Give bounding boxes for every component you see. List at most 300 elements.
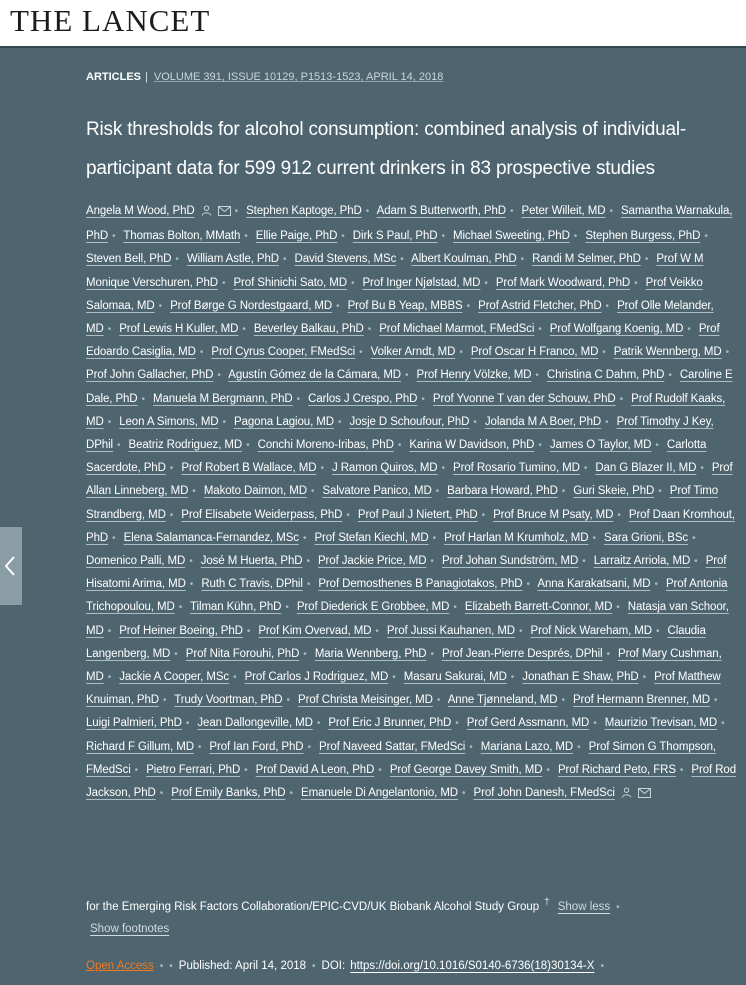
author-name-link[interactable]: Prof Johan Sundström, MD [441,555,579,568]
author-name-link[interactable]: Prof John Gallacher, PhD [86,369,214,382]
author-name-link[interactable]: Thomas Bolton, MMath [123,230,241,243]
bullet: • [233,672,237,684]
author-item [186,648,312,660]
author-name-link[interactable]: Randi M Selmer, PhD [532,253,641,266]
author-name-link[interactable]: Patrik Wennberg, MD [613,346,722,359]
author-name-link[interactable]: Masaru Sakurai, MD [403,671,507,684]
author-item [86,717,194,729]
author-item [444,532,601,544]
author-name-link[interactable]: Ellie Paige, PhD [255,230,338,243]
author-name-link[interactable]: Prof Mark Woodward, PhD [495,276,631,289]
author-item [129,439,255,451]
author-name-link[interactable]: Elena Salamanca-Fernandez, MSc [123,531,299,544]
author-item [181,509,354,521]
bullet: • [583,463,588,475]
author-name-link[interactable]: Anne Tjønneland, MD [447,694,558,707]
bullet: • [462,788,466,800]
author-item [86,555,198,567]
bullet: • [286,695,290,707]
author-name-link[interactable]: Pietro Ferrari, PhD [146,763,241,776]
author-item [146,764,252,776]
bullet: • [134,764,139,776]
email-icon[interactable] [638,784,651,807]
author-name-link[interactable]: Prof Oscar H Franco, MD [470,346,599,359]
bullet: • [169,961,173,972]
author-item [481,741,586,753]
bullet: • [312,961,316,972]
author-item [181,462,329,474]
author-name-link[interactable]: Prof Antonia Trichopoulou, MD [86,578,728,614]
author-item [531,625,665,637]
author-item [211,346,367,358]
bullet: • [619,393,624,405]
bullet: • [310,486,315,498]
doi-link[interactable]: https://doi.org/10.1016/S0140-6736(18)30134-X [350,960,595,972]
publication-bar [86,960,610,972]
author-item [390,764,555,776]
author-name-link[interactable]: Prof Naveed Sattar, FMedSci [319,740,466,753]
author-item [86,205,243,217]
author-name-link[interactable]: Prof Veikko Salomaa, MD [86,276,703,312]
bullet: • [199,347,204,359]
bullet: • [375,625,379,637]
author-name-link[interactable]: Prof Wolfgang Koenig, MD [549,323,684,336]
author-item [119,671,241,683]
author-item [573,485,666,497]
author-name-link[interactable]: Prof Gerd Assmann, MD [466,717,590,730]
bullet: • [392,672,396,684]
bullet: • [721,718,725,730]
author-item [433,393,628,405]
bullet: • [346,509,350,521]
bullet: • [302,532,307,544]
author-item [256,764,387,776]
bullet: • [655,440,659,452]
author-name-link[interactable]: Jonathan E Shaw, PhD [522,671,639,684]
bullet: • [306,556,310,568]
author-name-link[interactable]: Steven Bell, PhD [86,253,172,266]
author-name-link[interactable]: Prof Michael Marmot, FMedSci [379,323,535,336]
author-name-link[interactable]: Richard F Gillum, MD [86,740,194,753]
author-name-link[interactable]: Albert Koulman, PhD [411,253,517,266]
author-name-link[interactable]: J Ramon Quiros, MD [331,462,438,475]
author-name-link[interactable]: Adam S Butterworth, PhD [376,205,506,217]
author-name-link[interactable]: Prof Nick Wareham, MD [530,624,652,637]
author-item [298,694,445,706]
author-item [467,717,602,729]
author-name-link[interactable]: Prof Bu B Yeap, MBBS [347,299,463,312]
author-item [295,253,409,265]
author-name-link[interactable]: Prof Mary Cushman, MD [86,647,722,684]
author-item [297,601,462,613]
author-name-link[interactable]: Jean Dallongeville, MD [197,717,313,730]
author-item [496,277,643,289]
author-item [474,787,651,799]
author-name-link[interactable]: Claudia Langenberg, MD [86,624,706,660]
volume-link[interactable]: VOLUME 391, ISSUE 10129, P1513-1523, APRIL 14, 2018 [153,71,444,83]
person-icon[interactable] [621,784,632,807]
author-item [605,717,730,729]
author-name-link[interactable]: Dan G Blazer II, MD [595,462,697,475]
author-name-link[interactable]: Larraitz Arriola, MD [593,555,691,568]
author-item [187,253,292,265]
author-name-link[interactable]: Prof Heiner Boeing, PhD [119,624,243,637]
bullet: • [602,347,606,359]
author-name-link[interactable]: Prof Carlos J Rodriguez, MD [244,671,389,684]
author-item [209,741,315,753]
bullet: • [289,788,293,800]
author-item [371,346,468,358]
author-name-link[interactable]: Anna Karakatsani, MD [537,578,651,591]
bullet: • [713,695,718,707]
bullet: • [459,347,463,359]
author-item [585,230,712,242]
author-name-link[interactable]: Conchi Moreno-Iribas, PhD [257,439,394,452]
author-name-link[interactable]: Prof Inger Njølstad, MD [362,276,481,289]
author-list [86,200,736,807]
bullet: • [244,231,248,243]
author-name-link[interactable]: David Stevens, MSc [294,253,397,266]
author-name-link[interactable]: Trudy Voortman, PhD [174,694,283,707]
bullet: • [692,532,696,544]
author-name-link[interactable]: Prof Eric J Brunner, PhD [328,717,452,730]
author-item [204,485,320,497]
author-name-link[interactable]: Stephen Burgess, PhD [585,230,701,243]
author-name-link[interactable]: Sara Grioni, BSc [604,531,689,544]
bullet: • [634,277,638,289]
author-item [448,694,570,706]
author-item [256,230,350,242]
author-name-link[interactable]: Prof Simon G Thompson, FMedSci [86,740,716,776]
author-item [614,346,734,358]
bullet: • [350,277,355,289]
bullet: • [303,648,307,660]
author-name-link[interactable]: Jolanda M A Boer, PhD [484,415,602,428]
bullet: • [365,206,370,217]
author-name-link[interactable]: Prof George Davey Smith, MD [389,763,543,776]
author-item [123,230,252,242]
bullet: • [592,532,596,544]
author-name-link[interactable]: Prof W M Monique Verschuren, PhD [86,253,704,289]
bullet: • [561,486,566,498]
author-name-link[interactable]: Prof Jussi Kauhanen, MD [386,624,516,637]
bullet: • [453,602,457,614]
author-name-link[interactable]: Makoto Daimon, MD [203,485,307,498]
bullet: • [246,625,251,637]
bullet: • [577,741,581,753]
author-name-link[interactable]: Luigi Palmieri, PhD [86,717,182,730]
bullet: • [221,277,226,289]
author-name-link[interactable]: Prof Hermann Brenner, MD [572,694,710,707]
author-name-link[interactable]: Prof Daan Kromhout, PhD [86,508,736,544]
author-name-link[interactable]: Prof Robert B Wallace, MD [181,462,317,475]
author-name-link[interactable]: Manuela M Bergmann, PhD [153,392,293,405]
author-name-link[interactable]: Prof Rudolf Kaaks, MD [86,392,726,428]
published-date: Published: April 14, 2018 [178,960,307,972]
bullet: • [642,672,646,684]
author-name-link[interactable]: Samantha Warnakula, PhD [86,205,733,243]
author-item [471,346,611,358]
author-name-link[interactable]: Prof Bruce M Psaty, MD [493,508,614,521]
bullet: • [510,672,515,684]
author-name-link[interactable]: Prof Jean-Pierre Després, DPhil [442,647,603,660]
author-item [532,253,653,265]
author-name-link[interactable]: Prof Diederick E Grobbee, MD [296,601,450,614]
author-item [362,277,492,289]
author-item [301,787,470,799]
author-item [197,717,325,729]
previous-article-tab[interactable] [0,527,22,605]
author-item [447,485,570,497]
author-name-link[interactable]: Prof Shinichi Sato, MD [233,276,347,289]
bullet: • [169,509,174,521]
author-name-link[interactable]: Prof Nita Forouhi, PhD [185,647,300,660]
bullet: • [593,718,597,730]
bullet: • [436,695,441,707]
author-name-link[interactable]: José M Huerta, PhD [200,555,303,568]
bullet: • [217,370,221,382]
author-name-link[interactable]: Prof Astrid Fletcher, PhD [478,299,602,312]
author-name-link[interactable]: Prof Rosario Tumino, MD [453,462,580,475]
bullet: • [654,579,658,591]
author-item [332,462,450,474]
author-name-link[interactable]: Maurizio Trevisan, MD [604,717,718,730]
bullet: • [535,370,539,382]
author-name-link[interactable]: Tilman Kühn, PhD [190,601,282,614]
author-name-link[interactable]: Prof Matthew Knuiman, PhD [86,671,721,707]
author-name-link[interactable]: James O Taylor, MD [549,439,652,452]
author-name-link[interactable]: Prof Rod Jackson, PhD [86,763,737,800]
author-name-link[interactable]: Leon A Simons, MD [119,415,219,428]
author-item [442,555,591,567]
author-name-link[interactable]: Elizabeth Barrett-Connor, MD [464,601,613,614]
meta-separator: | [145,71,148,83]
author-name-link[interactable]: Prof Stefan Kiechl, MD [314,531,429,544]
bullet: • [481,509,485,521]
author-name-link[interactable]: Prof Lewis H Kuller, MD [119,323,239,336]
bullet: • [359,347,363,359]
open-access-link[interactable]: Open Access [86,960,154,972]
bullet: • [234,206,238,217]
bullet: • [526,579,530,591]
bullet: • [189,556,193,568]
author-item [258,625,383,637]
author-name-link[interactable]: Peter Willeit, MD [521,205,606,217]
bullet: • [283,254,287,266]
author-item [547,369,677,381]
author-name-link[interactable]: Prof John Danesh, FMedSci [473,787,615,800]
author-name-link[interactable]: Prof Paul J Nietert, PhD [357,508,478,521]
bullet: • [107,416,112,428]
author-name-link[interactable]: Angela M Wood, PhD [86,205,195,217]
bullet: • [519,625,523,637]
author-item [258,439,407,451]
author-name-link[interactable]: Carlotta Sacerdote, PhD [86,439,707,475]
author-name-link[interactable]: Prof Jackie Price, MD [317,555,427,568]
author-name-link[interactable]: Prof Christa Meisinger, MD [298,694,433,707]
author-name-link[interactable]: Jackie A Cooper, MSc [119,671,230,684]
author-name-link[interactable]: Prof Cyrus Cooper, FMedSci [211,346,356,359]
author-name-link[interactable]: Josje D Schoufour, PhD [349,415,470,428]
email-icon[interactable] [218,202,231,225]
bullet: • [700,463,704,475]
author-item [170,300,344,312]
author-name-link[interactable]: Prof Kim Overvad, MD [258,624,372,637]
author-name-link[interactable]: Prof Emily Banks, PhD [171,787,286,800]
bullet: • [582,556,586,568]
author-name-link[interactable]: Carlos J Crespo, PhD [308,392,418,405]
author-name-link[interactable]: Stephen Kaptoge, PhD [246,205,362,217]
bullet: • [159,788,164,800]
author-item [245,671,401,683]
author-item [119,323,251,335]
author-name-link[interactable]: Prof Timothy J Key, DPhil [86,415,714,452]
bullet: • [367,324,372,336]
bullet: • [605,416,609,428]
bullet: • [658,486,662,498]
author-name-link[interactable]: Prof Yvonne T van der Schouw, PhD [432,392,616,405]
author-item [387,625,528,637]
person-icon[interactable] [201,202,212,225]
author-name-link[interactable]: Prof Demosthenes B Panagiotakos, PhD [318,578,523,591]
author-item [201,555,315,567]
author-name-link[interactable]: Volker Arndt, MD [370,346,456,359]
bullet: • [616,602,620,614]
bullet: • [605,300,609,312]
footnote-dagger[interactable]: † [544,897,550,908]
author-name-link[interactable]: Natasja van Schoor, MD [86,601,729,637]
doi-label: DOI: [321,960,346,972]
author-name-link[interactable]: Prof Olle Melander, MD [86,299,714,336]
author-name-link[interactable]: Prof Ian Ford, PhD [209,740,304,753]
author-item [233,277,359,289]
author-name-link[interactable]: Maria Wennberg, PhD [314,647,427,660]
bullet: • [510,206,514,217]
author-item [573,694,722,706]
author-name-link[interactable]: William Astle, PhD [186,253,279,266]
author-item [485,416,614,428]
author-item [349,416,481,428]
author-name-link[interactable]: Prof Edoardo Casiglia, MD [86,323,720,359]
bullet: • [484,277,488,289]
author-name-link[interactable]: Guri Skeie, PhD [573,485,655,498]
bullet: • [244,764,248,776]
author-name-link[interactable]: Barbara Howard, PhD [447,485,558,498]
author-item [86,741,206,753]
author-name-link[interactable]: Prof Elisabete Weiderpass, PhD [181,508,343,521]
author-name-link[interactable]: Karina W Davidson, PhD [409,439,535,452]
author-name-link[interactable]: Prof Henry Völzke, MD [416,369,532,382]
author-item [171,787,298,799]
bullet: • [679,764,684,776]
author-name-link[interactable]: Ruth C Travis, DPhil [201,578,303,591]
author-item [319,741,478,753]
site-header [0,0,746,48]
bullet: • [307,741,311,753]
author-name-link[interactable]: Agustín Gómez de la Cámara, MD [228,369,402,382]
author-name-link[interactable]: Pagona Lagiou, MD [234,415,334,428]
author-name-link[interactable]: Michael Sweeting, PhD [453,230,570,243]
collaboration-line [86,897,625,913]
author-name-link[interactable]: Prof Hisatomi Arima, MD [86,555,727,591]
bullet: • [112,231,116,243]
bullet: • [435,486,440,498]
author-item [478,300,614,312]
bullet: • [320,463,324,475]
author-item [411,253,529,265]
bullet: • [242,324,246,336]
bullet: • [175,254,179,266]
bullet: • [421,393,425,405]
bullet: • [520,254,525,266]
author-name-link[interactable]: Emanuele Di Angelantonio, MD [301,787,459,800]
bullet: • [573,231,578,243]
bullet: • [378,764,382,776]
bullet: • [546,764,550,776]
author-item [453,230,582,242]
bullet: • [162,695,167,707]
bullet: • [306,579,311,591]
author-item [595,462,708,474]
author-name-link[interactable]: Salvatore Panico, MD [322,485,432,498]
journal-logo[interactable]: THE LANCET [10,3,211,38]
author-item [377,205,519,217]
author-name-link[interactable]: Prof Timo Strandberg, MD [86,485,719,521]
author-item [318,578,535,590]
author-name-link[interactable]: Beverley Balkau, PhD [253,323,364,336]
author-item [246,205,374,217]
author-item [353,230,450,242]
author-item [358,509,490,521]
author-item [558,764,688,776]
bullet: • [616,902,620,913]
bullet: • [112,532,116,544]
bullet: • [473,416,477,428]
bullet: • [469,741,473,753]
author-name-link[interactable]: Caroline E Dale, PhD [86,369,733,405]
author-name-link[interactable]: Prof Børge G Nordestgaard, MD [170,299,333,312]
author-name-link[interactable]: Prof David A Leon, PhD [255,763,375,776]
author-name-link[interactable]: Domenico Palli, MD [86,555,186,568]
author-name-link[interactable]: Christina C Dahm, PhD [546,369,665,382]
author-name-link[interactable]: Prof Richard Peto, FRS [557,763,676,776]
chevron-left-icon [3,555,17,577]
bullet: • [405,370,409,382]
bullet: • [397,440,402,452]
show-footnotes-link[interactable]: Show footnotes [90,923,170,935]
author-item [379,323,546,335]
bullet: • [725,347,730,359]
author-item [124,532,312,544]
bullet: • [606,648,610,660]
show-less-link[interactable]: Show less [557,901,611,913]
author-name-link[interactable]: Mariana Lazo, MD [480,740,574,753]
author-name-link[interactable]: Prof Harlan M Krumholz, MD [444,531,589,544]
author-name-link[interactable]: Dirk S Paul, PhD [352,230,438,243]
bullet: • [185,718,190,730]
author-name-link[interactable]: Prof Allan Linneberg, MD [86,462,733,498]
author-item [409,439,546,451]
bullet: • [169,463,174,475]
author-item [119,416,231,428]
collaboration-text: for the Emerging Risk Factors Collaboration/EPIC-CVD/UK Biobank Alcohol Study Group [86,901,540,913]
bullet: • [316,718,321,730]
bullet: • [655,625,660,637]
bullet: • [430,648,434,660]
author-item [348,300,475,312]
author-name-link[interactable]: Beatriz Rodriguez, MD [128,439,243,452]
author-item [417,369,544,381]
